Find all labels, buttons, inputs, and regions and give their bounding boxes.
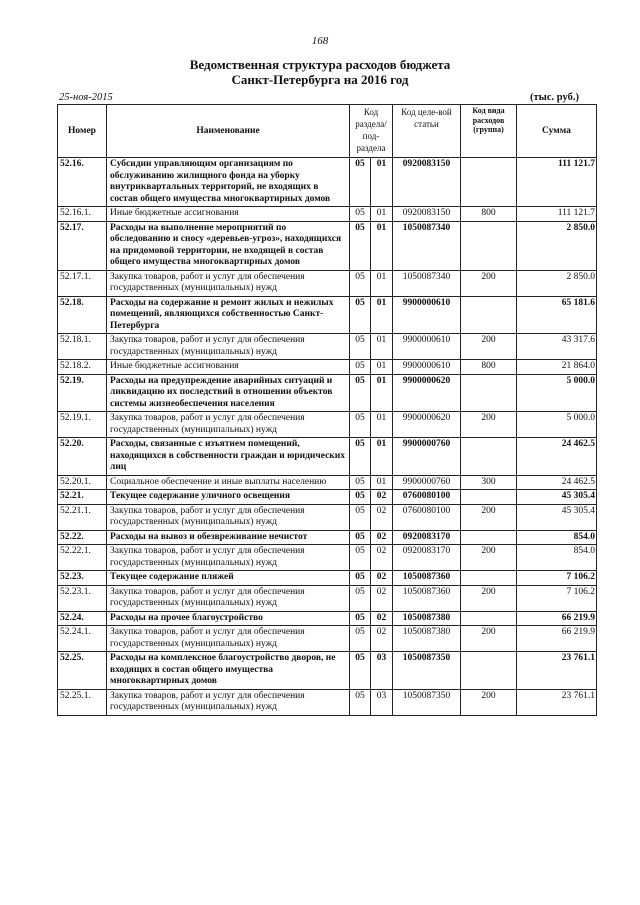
row-expense-type [461,490,517,505]
row-target-code: 1050087340 [393,221,461,270]
row-target-code: 0920083170 [393,530,461,545]
budget-table [57,104,597,716]
row-section: 05 [350,571,371,586]
row-amount: 66 219.9 [517,611,597,626]
row-number: 52.20. [58,438,107,476]
row-section: 05 [350,652,371,690]
table-row [58,530,597,545]
row-target-code: 1050087350 [393,652,461,690]
row-subsection: 02 [371,504,393,530]
table-row [58,689,597,715]
row-amount: 854.0 [517,545,597,571]
row-target-code: 9900000610 [393,334,461,360]
row-target-code: 1050087380 [393,626,461,652]
table-row [58,545,597,571]
row-name: Закупка товаров, работ и услуг для обеспечения государственных (муниципальных) нужд [107,626,350,652]
row-expense-type [461,530,517,545]
row-target-code: 9900000760 [393,438,461,476]
row-number: 52.23. [58,571,107,586]
table-row [58,585,597,611]
row-subsection: 01 [371,158,393,207]
table-row [58,412,597,438]
row-expense-type: 800 [461,360,517,375]
title-line-2: Санкт-Петербурга на 2016 год [231,72,409,87]
table-row [58,490,597,505]
row-subsection: 01 [371,270,393,296]
row-expense-type [461,571,517,586]
row-expense-type: 200 [461,689,517,715]
row-name: Закупка товаров, работ и услуг для обеспечения государственных (муниципальных) нужд [107,545,350,571]
document-date: 25-ноя-2015 [59,92,113,103]
row-amount: 5 000.0 [517,412,597,438]
row-amount: 23 761.1 [517,689,597,715]
row-name: Закупка товаров, работ и услуг для обеспечения государственных (муниципальных) нужд [107,412,350,438]
row-expense-type: 300 [461,475,517,490]
row-subsection: 03 [371,689,393,715]
row-expense-type: 200 [461,626,517,652]
row-name: Закупка товаров, работ и услуг для обеспечения государственных (муниципальных) нужд [107,689,350,715]
row-number: 52.22.1. [58,545,107,571]
units-label: (тыс. руб.) [530,92,579,103]
row-number: 52.21. [58,490,107,505]
header-amount: Сумма [517,105,597,158]
row-amount: 45 305.4 [517,504,597,530]
row-section: 05 [350,611,371,626]
row-expense-type: 200 [461,412,517,438]
row-expense-type [461,221,517,270]
row-subsection: 02 [371,490,393,505]
row-name: Расходы на содержание и ремонт жилых и нежилых помещений, являющихся собственностью Санкт-Петербурга [107,296,350,334]
table-row [58,221,597,270]
row-number: 52.22. [58,530,107,545]
row-subsection: 01 [371,475,393,490]
row-name: Расходы на выполнение мероприятий по обследованию и сносу «деревьев-угроз», находящихся на придомовой территории, не входящей в состав общего имущества многоквартирных домов [107,221,350,270]
document-title [0,57,640,87]
table-row [58,207,597,222]
page-number: 168 [311,35,329,47]
row-subsection: 02 [371,530,393,545]
row-number: 52.18. [58,296,107,334]
row-number: 52.25. [58,652,107,690]
row-target-code: 9900000620 [393,412,461,438]
row-section: 05 [350,626,371,652]
row-number: 52.17. [58,221,107,270]
row-number: 52.24. [58,611,107,626]
row-name: Субсидии управляющим организациям по обслуживанию жилищного фонда на уборку внутриквартальных территорий, не входящих в состав общего имущества многоквартирных домов [107,158,350,207]
row-amount: 7 106.2 [517,585,597,611]
row-amount: 66 219.9 [517,626,597,652]
row-subsection: 02 [371,571,393,586]
row-amount: 111 121.7 [517,158,597,207]
row-amount: 45 305.4 [517,490,597,505]
row-section: 05 [350,296,371,334]
row-target-code: 9900000620 [393,374,461,412]
table-row [58,652,597,690]
row-expense-type [461,296,517,334]
table-header-row [58,105,597,158]
header-target: Код целе-вой статьи [393,105,461,158]
row-name: Текущее содержание пляжей [107,571,350,586]
row-subsection: 01 [371,207,393,222]
row-section: 05 [350,207,371,222]
row-name: Расходы, связанные с изъятием помещений, находящихся в собственности граждан и юридических лиц [107,438,350,476]
row-section: 05 [350,438,371,476]
row-expense-type [461,438,517,476]
row-section: 05 [350,412,371,438]
row-number: 52.20.1. [58,475,107,490]
row-number: 52.18.2. [58,360,107,375]
row-amount: 23 761.1 [517,652,597,690]
row-name: Закупка товаров, работ и услуг для обеспечения государственных (муниципальных) нужд [107,585,350,611]
table-row [58,360,597,375]
row-number: 52.21.1. [58,504,107,530]
table-row [58,374,597,412]
header-number: Номер [58,105,107,158]
row-name: Расходы на прочее благоустройство [107,611,350,626]
row-target-code: 0920083150 [393,158,461,207]
row-expense-type: 200 [461,270,517,296]
row-section: 05 [350,545,371,571]
row-section: 05 [350,158,371,207]
row-target-code: 1050087380 [393,611,461,626]
row-number: 52.24.1. [58,626,107,652]
row-target-code: 0760080100 [393,504,461,530]
row-section: 05 [350,360,371,375]
row-name: Закупка товаров, работ и услуг для обеспечения государственных (муниципальных) нужд [107,504,350,530]
row-amount: 111 121.7 [517,207,597,222]
row-number: 52.19. [58,374,107,412]
table-row [58,611,597,626]
table-row [58,334,597,360]
row-amount: 24 462.5 [517,475,597,490]
row-section: 05 [350,490,371,505]
row-subsection: 01 [371,374,393,412]
row-number: 52.16.1. [58,207,107,222]
row-number: 52.16. [58,158,107,207]
table-row [58,626,597,652]
row-name: Иные бюджетные ассигнования [107,360,350,375]
row-section: 05 [350,334,371,360]
table-body [58,158,597,716]
title-line-1: Ведомственная структура расходов бюджета [189,57,451,72]
row-target-code: 1050087350 [393,689,461,715]
table-row [58,158,597,207]
row-name: Иные бюджетные ассигнования [107,207,350,222]
row-amount: 2 850.0 [517,270,597,296]
row-target-code: 0760080100 [393,490,461,505]
row-name: Социальное обеспечение и иные выплаты населению [107,475,350,490]
row-subsection: 02 [371,611,393,626]
row-amount: 21 864.0 [517,360,597,375]
row-expense-type [461,652,517,690]
row-name: Закупка товаров, работ и услуг для обеспечения государственных (муниципальных) нужд [107,270,350,296]
row-amount: 43 317.6 [517,334,597,360]
table-row [58,475,597,490]
table-row [58,571,597,586]
row-target-code: 1050087360 [393,585,461,611]
row-expense-type [461,611,517,626]
row-subsection: 02 [371,545,393,571]
row-section: 05 [350,689,371,715]
row-number: 52.18.1. [58,334,107,360]
row-target-code: 1050087360 [393,571,461,586]
row-number: 52.23.1. [58,585,107,611]
row-section: 05 [350,530,371,545]
row-amount: 65 181.6 [517,296,597,334]
header-section: Код раздела/ под-раздела [350,105,393,158]
row-section: 05 [350,585,371,611]
row-name: Расходы на вывоз и обезвреживание нечистот [107,530,350,545]
row-number: 52.25.1. [58,689,107,715]
row-amount: 5 000.0 [517,374,597,412]
row-subsection: 01 [371,438,393,476]
row-expense-type: 200 [461,585,517,611]
row-target-code: 1050087340 [393,270,461,296]
row-section: 05 [350,374,371,412]
row-expense-type: 200 [461,504,517,530]
row-section: 05 [350,270,371,296]
table-row [58,504,597,530]
row-amount: 24 462.5 [517,438,597,476]
row-subsection: 02 [371,626,393,652]
row-section: 05 [350,504,371,530]
row-section: 05 [350,475,371,490]
row-expense-type [461,374,517,412]
row-section: 05 [350,221,371,270]
table-row [58,270,597,296]
row-number: 52.19.1. [58,412,107,438]
row-subsection: 01 [371,360,393,375]
row-amount: 854.0 [517,530,597,545]
row-name: Расходы на предупреждение аварийных ситуаций и ликвидацию их последствий в отношении объектов системы жизнеобеспечения населения [107,374,350,412]
row-target-code: 9900000610 [393,360,461,375]
row-subsection: 01 [371,296,393,334]
header-expense-type: Код вида расходов (группа) [461,105,517,158]
row-amount: 7 106.2 [517,571,597,586]
row-name: Текущее содержание уличного освещения [107,490,350,505]
table-row [58,438,597,476]
row-number: 52.17.1. [58,270,107,296]
table-row [58,296,597,334]
row-expense-type: 200 [461,334,517,360]
row-target-code: 0920083170 [393,545,461,571]
row-subsection: 02 [371,585,393,611]
row-expense-type: 800 [461,207,517,222]
header-name: Наименование [107,105,350,158]
row-subsection: 01 [371,412,393,438]
row-amount: 2 850.0 [517,221,597,270]
row-subsection: 01 [371,221,393,270]
row-subsection: 01 [371,334,393,360]
row-name: Расходы на комплексное благоустройство дворов, не входящих в состав общего имущества многоквартирных домов [107,652,350,690]
row-name: Закупка товаров, работ и услуг для обеспечения государственных (муниципальных) нужд [107,334,350,360]
row-target-code: 9900000610 [393,296,461,334]
row-subsection: 03 [371,652,393,690]
row-expense-type: 200 [461,545,517,571]
row-target-code: 9900000760 [393,475,461,490]
row-expense-type [461,158,517,207]
row-target-code: 0920083150 [393,207,461,222]
